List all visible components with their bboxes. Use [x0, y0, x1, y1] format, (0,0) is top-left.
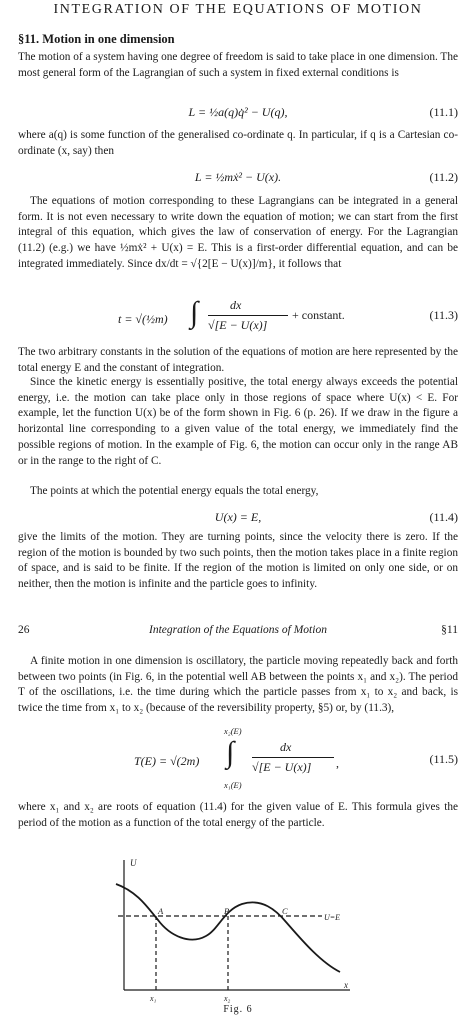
integral-sign: ∫ [190, 296, 199, 329]
fraction-denominator: √[E − U(x)] [252, 760, 312, 774]
paragraph-5: Since the kinetic energy is essentially positive, the total energy always exceeds the potential energy, i.e. the motion can take place only in those regions of space where U(x) < E. For example, let the function U(x) be of the form shown in Fig. 6 (p. 26). If we draw in the figure a horizontal line corresponding to a given value of the total energy, we immediately find the possible regions of motion. In the example of Fig. 6, the motion can occur only in the range AB or in the range to the right of C. [18, 376, 458, 467]
equation-left: t = √(½m) [118, 312, 168, 326]
running-title: Integration of the Equations of Motion [149, 624, 327, 636]
section-marker: §11 [441, 624, 458, 636]
equation-left: T(E) = √(2m) [134, 754, 200, 768]
equation-right: + constant. [292, 308, 345, 322]
fraction-denominator: √[E − U(x)] [208, 318, 268, 332]
equation-body: U(x) = E, [214, 510, 262, 524]
paragraph-9: where x₁ and x₂ are roots of equation (11.4) for the given value of E. This formula gives the period of the motion as a function of the total energy of the particle. [18, 801, 458, 829]
x2-label: x₂ [224, 994, 231, 1003]
equation-body: L = ½a(q)q̇² − U(q), [188, 105, 288, 119]
x1-label: x₁ [150, 994, 157, 1003]
integral-upper-limit: x₂(E) [224, 726, 242, 736]
equation-body: L = ½mẋ² − U(x). [194, 170, 282, 184]
equation-number: (11.4) [429, 510, 458, 524]
paragraph-3: The equations of motion corresponding to these Lagrangians can be integrated in a general form. It is not even necessary to write down the equation of motion; we can start from the first integral of this equation, which gives the law of conservation of energy. For the Lagrangian (11.2) (e.g.) we have ½mẋ² + U(x) = E. This is a first-order differential equation, and can be integrated immediately. Since dx/dt = √{2[E − U(x)]/m}, it follows that [18, 195, 458, 270]
running-header: INTEGRATION OF THE EQUATIONS OF MOTION [53, 2, 423, 17]
y-axis-label: U [130, 858, 137, 868]
paragraph-6: The points at which the potential energy equals the total energy, [30, 485, 319, 497]
equation-number: (11.5) [429, 752, 458, 766]
paragraph-7: give the limits of the motion. They are turning points, since the velocity there is zero. If the region of the motion is bounded by two such points, then the motion takes place in a finite region of space, and is said to be finite. If the region of the motion is limited on only one side, or on neither, then the motion is infinite and the particle goes to infinity. [18, 531, 458, 591]
equation-number: (11.1) [429, 105, 458, 119]
energy-label: U=E [324, 913, 341, 922]
point-A-label: A [158, 906, 164, 916]
integral-lower-limit: x₁(E) [224, 780, 242, 790]
paragraph-4: The two arbitrary constants in the solution of the equations of motion are here represented by the total energy E and the constant of integration. [18, 346, 458, 374]
figure-caption: Fig. 6 [223, 1004, 253, 1015]
point-C-label: C [282, 906, 288, 916]
equation-number: (11.2) [429, 170, 458, 184]
integral-sign: ∫ [226, 736, 235, 769]
fraction-numerator: dx [230, 298, 242, 312]
section-title: §11. Motion in one dimension [18, 32, 175, 46]
paragraph-2: where a(q) is some function of the generalised co-ordinate q. In particular, if q is a Cartesian co-ordinate (x, say) then [18, 129, 458, 157]
paragraph-8: A finite motion in one dimension is oscillatory, the particle moving repeatedly back and forth between two points (in Fig. 6, in the potential well AB between the points x₁ and x₂). The period T of the oscillations, i.e. the time during which the particle passes from x₁ to x₂ and back, is twice the time from x₁ to x₂ (because of the reversibility property, §5) or, by (11.3), [18, 655, 458, 715]
point-B-label: B [224, 906, 230, 916]
equation-number: (11.3) [429, 308, 458, 322]
fraction-numerator: dx [280, 740, 292, 754]
equation-comma: , [336, 756, 339, 770]
page-number: 26 [18, 624, 30, 636]
x-axis-label: x [344, 980, 348, 990]
paragraph-1: The motion of a system having one degree of freedom is said to take place in one dimension. The most general form of the Lagrangian of such a system in fixed external conditions is [18, 51, 458, 79]
